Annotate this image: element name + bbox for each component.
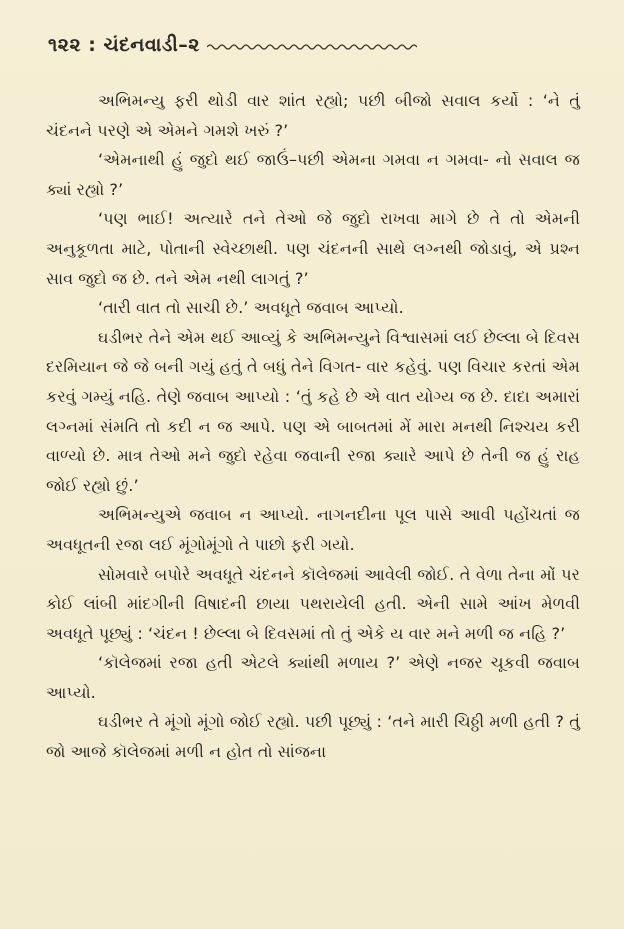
paragraph: ‘એમનાથી હું જુદો થઈ જાઉં–પછી એમના ગમવા ન ગમવા- નો સવાલ જ ક્યાં રહ્યો ?’: [46, 150, 580, 199]
paragraph: અભિમન્યુએ જવાબ ન આપ્યો. નાગનદીના પૂલ પાસે આવી પહોંચતાં જ અવધૂતની રજા લઈ મૂંગોમૂંગો તે પાછો ફરી ગયો.: [46, 505, 580, 554]
paragraph: સોમવારે બપોરે અવધૂતે ચંદનને કૉલેજમાં આવેલી જોઈ. તે વેળા તેના મોં પર કોઈ લાંબી માંદગીની વિષાદની છાયા પથરાયેલી હતી. એની સામે આંખ મેળવી અવધૂતે પૂછ્યું : ‘ચંદન ! છેલ્લા બે દિવસમાં તો તું એકે ય વાર મને મળી જ નહિ ?’: [46, 564, 580, 643]
decorative-wavy-underline: [207, 43, 417, 51]
paragraph: ‘પણ ભાઈ! અત્યારે તને તેઓ જે જુદો રાખવા માગે છે તે તો એમની અનુકૂળતા માટે, પોતાની સ્વેચ્છાથી. પણ ચંદનની સાથે લગ્નથી જોડાવું, એ પ્રશ્ન સાવ જુદો જ છે. તને એમ નથી લાગતું ?’: [46, 209, 580, 288]
paragraph: ઘડીભર તે મૂંગો મૂંગો જોઈ રહ્યો. પછી પૂછ્યું : ‘તને મારી ચિઠ્ઠી મળી હતી ? તું જો આજે કૉલેજમાં મળી ન હોત તો સાંજના: [46, 712, 580, 762]
paragraph: ઘડીભર તેને એમ થઈ આવ્યું કે અભિમન્યુને વિશ્વાસમાં લઈ છેલ્લા બે દિવસ દરમિયાન જે જે બની ગયું હતું તે બધું તેને વિગત- વાર કહેવું. પણ વિચાર કરતાં એમ કરવું ગમ્યું નહિ. તેણે જવાબ આપ્યો : ‘તું કહે છે એ વાત યોગ્ય જ છે. દાદા અમારાં લગ્નમાં સંમતિ તો કદી ન જ આપે. પણ એ બાબતમાં મેં મારા મનથી નિશ્ચય કરી વાળ્યો છે. માત્ર તેઓ મને જુદો રહેવા જવાની રજા ક્યારે આપે છે તેની જ હું રાહ જોઈ રહ્યો છું.’: [46, 327, 580, 495]
body-text: [46, 86, 580, 767]
running-header: ૧૨૨ : ચંદનવાડી–૨: [48, 34, 200, 56]
paragraph: અભિમન્યુ ફરી થોડી વાર શાંત રહ્યો; પછી બીજો સવાલ કર્યો : ‘ને તું ચંદનને પરણે એ એમને ગમશે ખરું ?’: [46, 91, 580, 140]
paragraph: ‘કૉલેજમાં રજા હતી એટલે ક્યાંથી મળાય ?’ એણે નજર ચૂકવી જવાબ આપ્યો.: [46, 653, 580, 702]
paragraph: ‘તારી વાત તો સાચી છે.’ અવધૂતે જવાબ આપ્યો.: [98, 298, 404, 318]
